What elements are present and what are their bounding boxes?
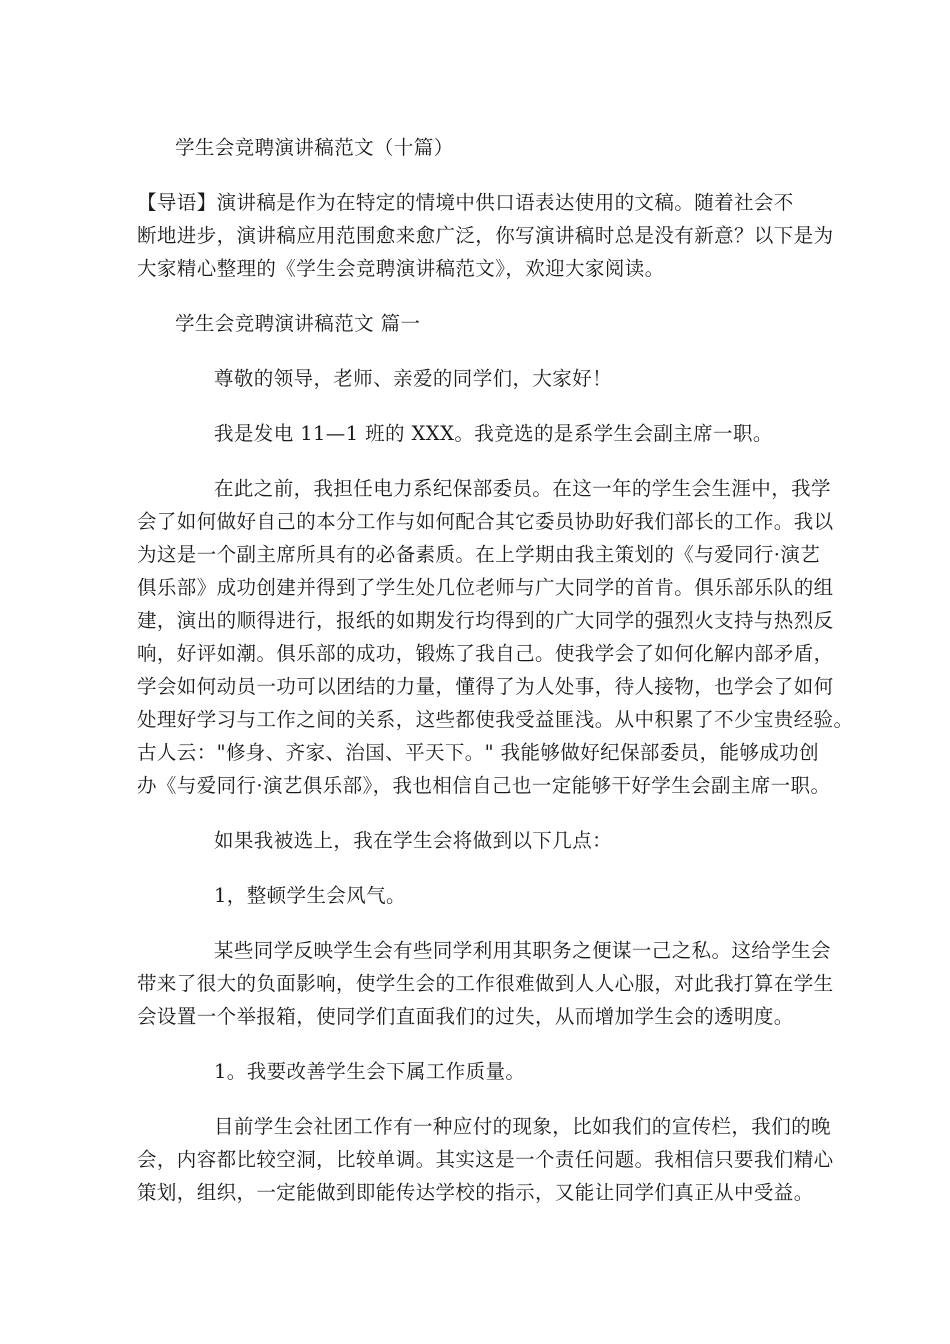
point1-title: 1，整顿学生会风气。	[214, 884, 406, 907]
experience-line-2: 会了如何做好自己的本分工作与如何配合其它委员协助好我们部长的工作。我以	[137, 510, 834, 533]
section-heading: 学生会竞聘演讲稿范文 篇一	[175, 312, 421, 335]
point2-line-2: 会，内容都比较空洞，比较单调。其实这是一个责任问题。我相信只要我们精心	[137, 1148, 834, 1171]
experience-line-8: 处理好学习与工作之间的关系，这些都使我受益匪浅。从中积累了不少宝贵经验。	[137, 708, 854, 731]
document-title: 学生会竞聘演讲稿范文（十篇）	[175, 136, 454, 159]
point1-line-3: 会设置一个举报箱，使同学们直面我们的过失，从而增加学生会的透明度。	[137, 1005, 794, 1028]
experience-line-5: 建，演出的顺得进行，报纸的如期发行均得到的广大同学的强烈火支持与热烈反	[137, 609, 834, 632]
greeting-paragraph: 尊敬的领导，老师、亲爱的同学们，大家好！	[214, 367, 613, 390]
plan-intro-paragraph: 如果我被选上，我在学生会将做到以下几点：	[214, 829, 613, 852]
point2-line-1: 目前学生会社团工作有一种应付的现象，比如我们的宣传栏，我们的晚	[214, 1115, 831, 1138]
point2-line-3: 策划，组织，一定能做到即能传达学校的指示，又能让同学们真正从中受益。	[137, 1181, 814, 1204]
experience-line-6: 响，好评如潮。俱乐部的成功，锻炼了我自己。使我学会了如何化解内部矛盾，	[137, 642, 834, 665]
experience-line-3: 为这是一个副主席所具有的必备素质。在上学期由我主策划的《与爱同行·演艺	[137, 543, 821, 566]
intro-line-2: 断地进步，演讲稿应用范围愈来愈广泛，你写演讲稿时总是没有新意？以下是为	[137, 224, 834, 247]
experience-line-9: 古人云："修身、齐家、治国、平天下。" 我能够做好纪保部委员，能够成功创	[137, 741, 820, 764]
intro-line-1: 【导语】演讲稿是作为在特定的情境中供口语表达使用的文稿。随着社会不	[137, 191, 794, 214]
experience-line-7: 学会如何动员一功可以团结的力量，懂得了为人处事，待人接物，也学会了如何	[137, 675, 834, 698]
intro-line-3: 大家精心整理的《学生会竞聘演讲稿范文》，欢迎大家阅读。	[137, 257, 665, 280]
experience-line-10: 办《与爱同行·演艺俱乐部》，我也相信自己也一定能够干好学生会副主席一职。	[137, 774, 831, 797]
point1-line-1: 某些同学反映学生会有些同学利用其职务之便谋一己之私。这给学生会	[214, 939, 831, 962]
experience-line-1: 在此之前，我担任电力系纪保部委员。在这一年的学生会生涯中，我学	[214, 477, 831, 500]
experience-line-4: 俱乐部》成功创建并得到了学生处几位老师与广大同学的首肯。俱乐部乐队的组	[137, 576, 834, 599]
point2-title: 1。我要改善学生会下属工作质量。	[214, 1060, 526, 1083]
point1-line-2: 带来了很大的负面影响，使学生会的工作很难做到人人心服，对此我打算在学生	[137, 972, 834, 995]
self-intro-paragraph: 我是发电 11—1 班的 XXX。我竞选的是系学生会副主席一职。	[214, 422, 773, 445]
